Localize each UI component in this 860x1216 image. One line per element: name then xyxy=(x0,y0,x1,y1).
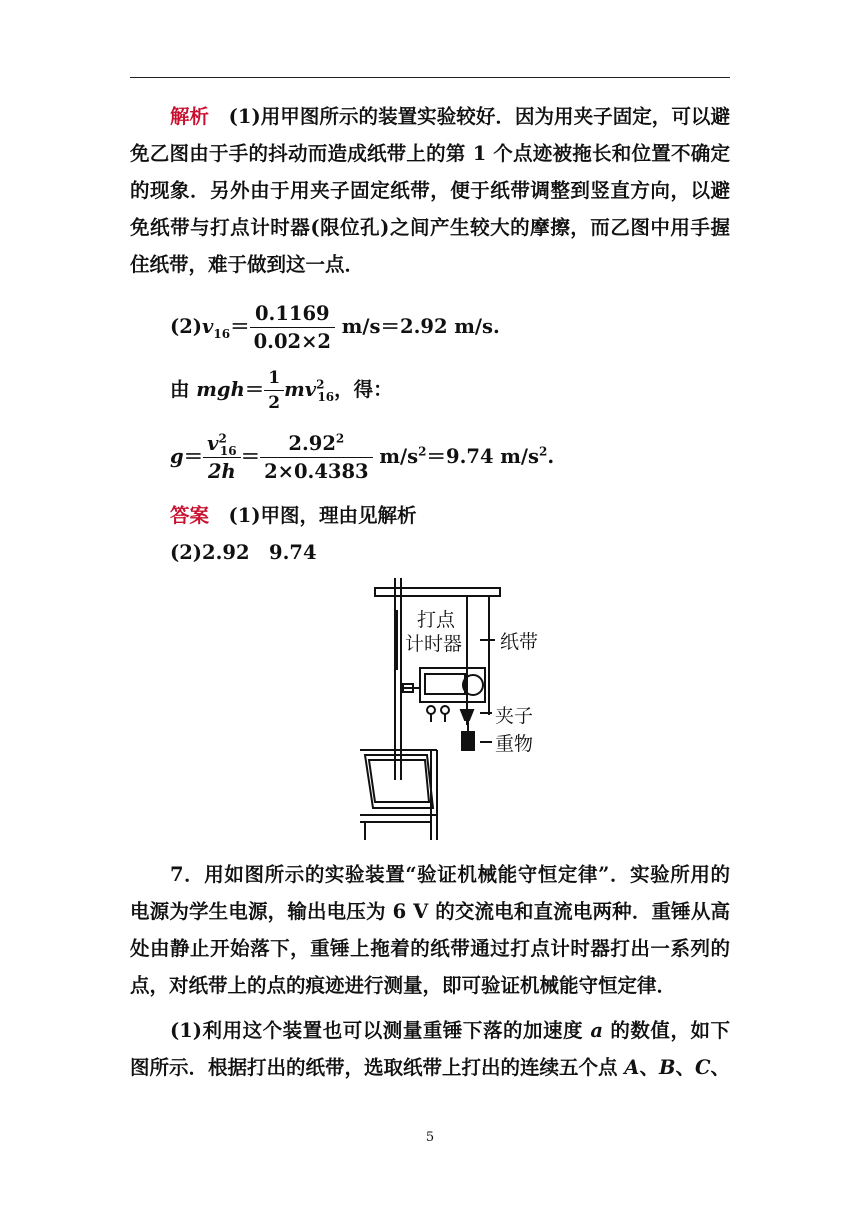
answer-tag: 答案 xyxy=(170,504,210,527)
fraction-numeric: $\frac{2.92^2}{2\times 0.4383}$ xyxy=(260,432,373,483)
page-number: 5 xyxy=(425,1130,435,1145)
question7-part1: (1)利用这个装置也可以测量重锤下落的加速度 a 的数值，如下图所示．根据打出的纸带，选取纸带上打出的连续五个点 A、B、C、 xyxy=(130,1019,731,1079)
fraction-half: $\frac{1}{2}$ xyxy=(264,368,284,413)
header-rule xyxy=(130,77,730,78)
equation-g: g＝ $\frac{v^2_{16}}{2h}$ ＝ $\frac{2.92^2}{2\times 0.4383}$ $m/s^2=9.74$ $m/s^2$. xyxy=(170,431,555,483)
analysis-tag: 解析 xyxy=(170,105,210,128)
fraction-v2-over-2h: $\frac{v^2_{16}}{2h}$ xyxy=(203,432,240,483)
answer-line-1: 答案 (1)甲图，理由见解析 xyxy=(170,504,417,527)
fraction-v16: $\frac{0.1169}{0.02\times 2}$ xyxy=(250,302,335,353)
label-tape: 纸带 xyxy=(500,631,539,653)
analysis-text: (1)用甲图所示的装置实验较好．因为用夹子固定，可以避免乙图由于手的抖动而造成纸带上的第 1 个点迹被拖长和位置不确定的现象．另外由于用夹子固定纸带，便于纸带调整到竖直方向，以避免纸带与打点计时器(限位孔)之间产生较大的摩擦，而乙图中用手握住纸带，难于做到这一点． xyxy=(130,105,730,276)
label-weight: 重物 xyxy=(495,733,534,755)
equation-energy: 由 mgh＝ $\frac{1}{2}$ $mv^2_{16}$，得： xyxy=(170,368,393,413)
label-timer-2: 计时器 xyxy=(405,633,463,655)
analysis-paragraph xyxy=(130,98,730,283)
question7-paragraph: 7．用如图所示的实验装置“验证机械能守恒定律”．实验所用的电源为学生电源，输出电压为 6 V 的交流电和直流电两种．重锤从高处由静止开始落下，重锤上拖着的纸带通过打点计时器打出一系列的点，对纸带上的点的痕迹进行测量，即可验证机械能守恒定律． xyxy=(130,863,730,997)
answer-line-2: (2)2.92 9.74 xyxy=(170,541,317,564)
equation-v16: $(2)v_{16}=$ $\frac{0.1169}{0.02\times 2}$ m/s＝2.92 m/s. xyxy=(170,302,500,353)
label-clip: 夹子 xyxy=(495,705,534,727)
apparatus-figure xyxy=(355,570,555,840)
label-timer-1: 打点 xyxy=(417,609,456,631)
